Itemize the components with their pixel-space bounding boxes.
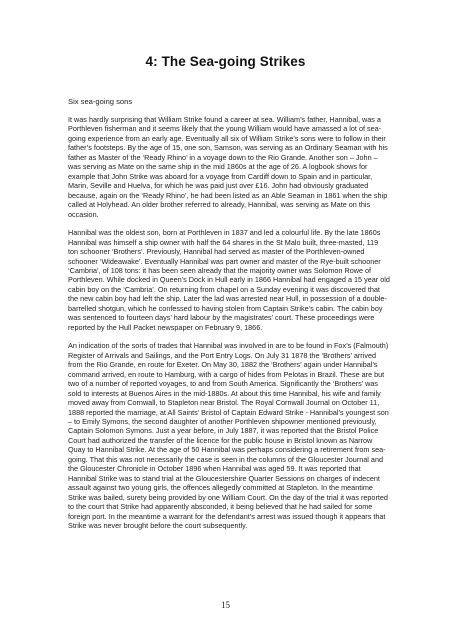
paragraph: It was hardly surprising that William Strike found a career at sea. William’s father, Hannibal, was a Porthleven fisherman and it seems likely that the young William would have amassed a lot of sea-going experience from an early age. Eventually all six of William Strike’s sons were to follow in their father’s footsteps. By the age of 15, one son, Samson, was serving as an Ordinary Seaman with his father as Master of the ‘Ready Rhino’ in a voyage down to the Rio Grande. Another son – John – was serving as Mate on the same ship in the mid 1860s at the age of 26. A logbook shows for example that John Strike was aboard for a voyage from Cardiff down to Spain and in particular, Marin, Seville and Huelva, for which he was paid just over £16. John had obviously graduated because, again on the ‘Ready Rhino’, he had been listed as an Able Seaman in 1861 when the ship called at Holyhead. An older brother referred to already, Hannibal, was serving as Mate on this occasion. <box>68 115 388 219</box>
page-number: 15 <box>221 600 230 610</box>
paragraph: An indication of the sorts of trades that Hannibal was involved in are to be found in Fox’s (Falmouth) Register of Arrivals and Sailings, and the Port Entry Logs. On July 31 1878 the ‘Brothers’ arrived from the Rio Grande, en route for Exeter. On May 30, 1882 the ‘Brothers’ again under Hannibal’s command arrived, en route to Hamburg, with a cargo of hides from Pelotas in Brazil. These are but two of a number of reported voyages, to and from South America. Significantly the ‘Brothers’ was sold to interests at Buenos Aires in the mid-1880s. At about this time Hannibal, his wife and family moved away from Cornwall, to Stapleton near Bristol. The Royal Cornwall Journal on October 11, 1888 reported the marriage, at All Saints’ Bristol of Captain Edward Strike - Hannibal’s youngest son – to Emily Symons, the second daughter of another Porthleven shipowner mentioned previously, Captain Solomon Symons. Just a year before, in July 1887, it was reported that the Bristol Police Court had authorized the transfer of the licence for the public house in Bristol known as Narrow Quay to Hannibal Strike. At the age of 50 Hannibal was perhaps considering a retirement from sea-going. That this was not necessarily the case is seen in the columns of the Gloucester Journal and the Gloucester Chronicle in October 1896 when Hannibal was aged 59. It was reported that Hannibal Strike was to stand trial at the Gloucestershire Quarter Sessions on charges of indecent assault against two young girls, the offences allegedly committed at Stapleton. In the meantime Strike was bailed, surety being provided by one William Court. On the day of the trial it was reported to the court that Strike had apparently absconded, it being believed that he had sailed for some foreign port. In the meantime a warrant for the defendant’s arrest was issued though it appears that Strike was never brought before the court subsequently. <box>68 341 389 530</box>
paragraph: Hannibal was the oldest son, born at Porthleven in 1837 and led a colourful life. By the late 1860s Hannibal was himself a ship owner with half the 64 shares in the St Malo built, three-masted, 119 ton schooner ‘Brothers’. Previously, Hannibal had served as master of the Porthleven-owned schooner ‘Wideawake’. Eventually Hannibal was part owner and master of the Rye-built schooner ‘Cambria’, of 108 tons: it has been seen already that the majority owner was Solomon Rowe of Porthleven. While docked in Queen’s Dock in Hull early in 1866 Hannibal had engaged a 15 year old cabin boy on the ‘Cambria’. On returning from chapel on a Sunday evening it was discovered that the new cabin boy had left the ship. Later the lad was arrested near Hull, in possession of a double-barrelled shotgun, which he confessed to having stolen from Captain Strike’s cabin. The cabin boy was sentenced to fourteen days’ hard labour by the magistrates’ court. These proceedings were reported by the Hull Packet newspaper on February 9, 1866. <box>68 228 390 332</box>
chapter-title: 4: The Sea-going Strikes <box>145 54 306 69</box>
body-text <box>68 115 390 540</box>
section-heading: Six sea-going sons <box>68 97 133 106</box>
